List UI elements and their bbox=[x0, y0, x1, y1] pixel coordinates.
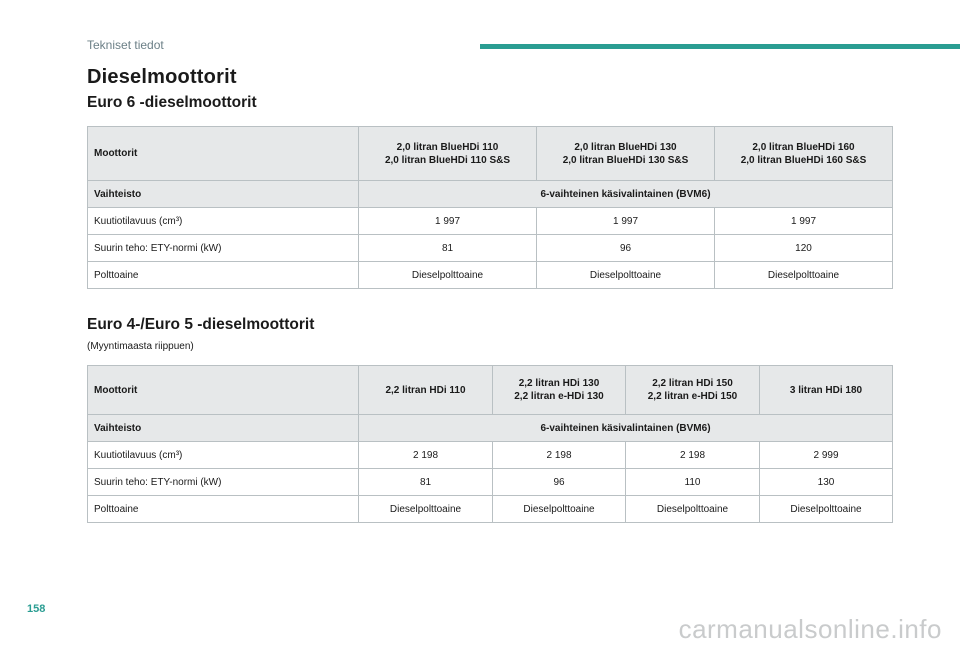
cell-value: 2 198 bbox=[493, 442, 626, 469]
engine-column-header: 2,0 litran BlueHDi 130 2,0 litran BlueHDi 130 S&S bbox=[537, 127, 715, 181]
cell-value: 1 997 bbox=[537, 208, 715, 235]
table-row bbox=[88, 208, 893, 235]
euro6-heading: Euro 6 -dieselmoottorit bbox=[87, 94, 257, 111]
cell-value: Dieselpolttoaine bbox=[359, 262, 537, 289]
cell-value: Dieselpolttoaine bbox=[760, 496, 893, 523]
row-label: Polttoaine bbox=[88, 262, 359, 289]
euro45-heading: Euro 4-/Euro 5 -dieselmoottorit bbox=[87, 316, 315, 333]
table-row bbox=[88, 442, 893, 469]
cell-value: Dieselpolttoaine bbox=[359, 496, 493, 523]
table-row bbox=[88, 262, 893, 289]
cell-value: Dieselpolttoaine bbox=[715, 262, 893, 289]
table-row bbox=[88, 496, 893, 523]
engine-column-header: 2,2 litran HDi 150 2,2 litran e-HDi 150 bbox=[626, 366, 760, 415]
table-header-row bbox=[88, 127, 893, 181]
cell-value: 81 bbox=[359, 235, 537, 262]
cell-value: 1 997 bbox=[715, 208, 893, 235]
row-label: Suurin teho: ETY-normi (kW) bbox=[88, 469, 359, 496]
cell-value: 1 997 bbox=[359, 208, 537, 235]
row-label: Suurin teho: ETY-normi (kW) bbox=[88, 235, 359, 262]
cell-value: 120 bbox=[715, 235, 893, 262]
cell-value: 130 bbox=[760, 469, 893, 496]
gearbox-label: Vaihteisto bbox=[88, 415, 359, 442]
table-row bbox=[88, 469, 893, 496]
section-title: Tekniset tiedot bbox=[87, 38, 164, 52]
section-accent-bar bbox=[480, 44, 960, 49]
cell-value: 81 bbox=[359, 469, 493, 496]
watermark: carmanualsonline.info bbox=[678, 614, 942, 644]
head-label: Moottorit bbox=[88, 366, 359, 415]
engine-column-header: 2,2 litran HDi 110 bbox=[359, 366, 493, 415]
cell-value: Dieselpolttoaine bbox=[626, 496, 760, 523]
cell-value: Dieselpolttoaine bbox=[493, 496, 626, 523]
euro6-spec-table bbox=[87, 126, 893, 289]
row-label: Kuutiotilavuus (cm³) bbox=[88, 442, 359, 469]
head-label: Moottorit bbox=[88, 127, 359, 181]
cell-value: 96 bbox=[537, 235, 715, 262]
gearbox-row bbox=[88, 181, 893, 208]
engine-column-header: 2,0 litran BlueHDi 110 2,0 litran BlueHDi 110 S&S bbox=[359, 127, 537, 181]
page-title: Dieselmoottorit bbox=[87, 66, 237, 88]
cell-value: 96 bbox=[493, 469, 626, 496]
table-row bbox=[88, 235, 893, 262]
cell-value: Dieselpolttoaine bbox=[537, 262, 715, 289]
cell-value: 2 198 bbox=[359, 442, 493, 469]
gearbox-row bbox=[88, 415, 893, 442]
gearbox-value: 6-vaihteinen käsivalintainen (BVM6) bbox=[359, 415, 893, 442]
row-label: Kuutiotilavuus (cm³) bbox=[88, 208, 359, 235]
gearbox-label: Vaihteisto bbox=[88, 181, 359, 208]
engine-column-header: 3 litran HDi 180 bbox=[760, 366, 893, 415]
market-note: (Myyntimaasta riippuen) bbox=[87, 341, 194, 352]
engine-column-header: 2,0 litran BlueHDi 160 2,0 litran BlueHDi 160 S&S bbox=[715, 127, 893, 181]
table-header-row bbox=[88, 366, 893, 415]
cell-value: 110 bbox=[626, 469, 760, 496]
row-label: Polttoaine bbox=[88, 496, 359, 523]
engine-column-header: 2,2 litran HDi 130 2,2 litran e-HDi 130 bbox=[493, 366, 626, 415]
cell-value: 2 999 bbox=[760, 442, 893, 469]
cell-value: 2 198 bbox=[626, 442, 760, 469]
euro45-spec-table bbox=[87, 365, 893, 523]
gearbox-value: 6-vaihteinen käsivalintainen (BVM6) bbox=[359, 181, 893, 208]
page-number: 158 bbox=[27, 603, 46, 615]
